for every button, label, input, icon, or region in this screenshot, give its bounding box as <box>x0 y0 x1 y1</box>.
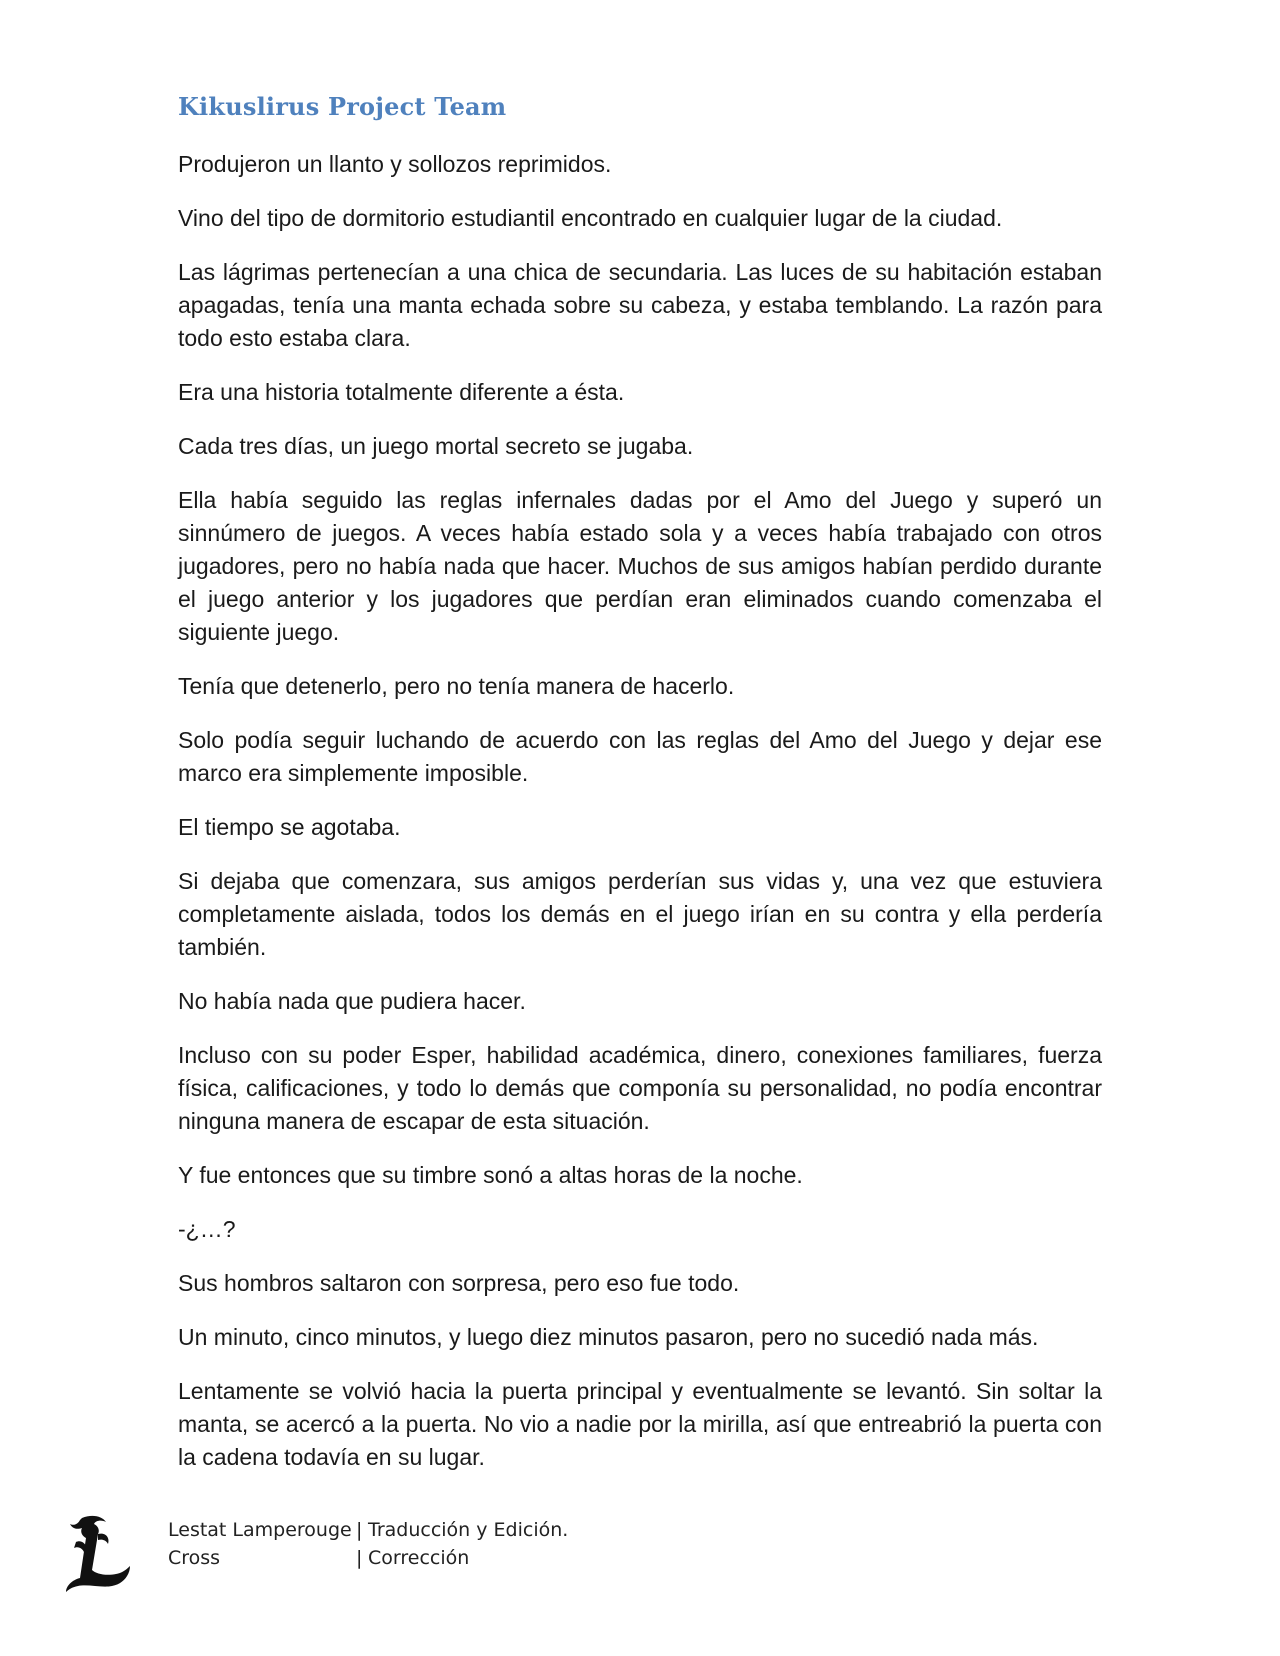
credit-separator: | <box>356 1519 363 1541</box>
body-text <box>178 148 1102 1495</box>
credit-row <box>168 1544 568 1572</box>
paragraph: Lentamente se volvió hacia la puerta principal y eventualmente se levantó. Sin soltar la manta, se acercó a la puerta. No vio a nadie por la mirilla, así que entreabrió la puerta con la cadena todavía en su lugar. <box>178 1378 1102 1470</box>
credit-name: Cross <box>168 1547 221 1569</box>
paragraph: El tiempo se agotaba. <box>178 814 401 840</box>
credit-row <box>168 1516 568 1544</box>
gothic-l-logo-icon <box>62 1512 134 1592</box>
page-footer <box>0 1510 1280 1600</box>
paragraph: Tenía que detenerlo, pero no tenía manera de hacerlo. <box>178 673 735 699</box>
paragraph: Ella había seguido las reglas infernales dadas por el Amo del Juego y superó un sinnúmero de juegos. A veces había estado sola y a veces había trabajado con otros jugadores, pero no había nada que hacer. Muchos de sus amigos habían perdido durante el juego anterior y los jugadores que perdían eran eliminados cuando comenzaba el siguiente juego. <box>178 487 1102 645</box>
paragraph: Vino del tipo de dormitorio estudiantil encontrado en cualquier lugar de la ciudad. <box>178 205 1003 231</box>
paragraph: Y fue entonces que su timbre sonó a altas horas de la noche. <box>178 1162 803 1188</box>
paragraph: Las lágrimas pertenecían a una chica de secundaria. Las luces de su habitación estaban apagadas, tenía una manta echada sobre su cabeza, y estaba temblando. La razón para todo esto estaba clara. <box>178 259 1102 351</box>
paragraph: Un minuto, cinco minutos, y luego diez minutos pasaron, pero no sucedió nada más. <box>178 1324 1039 1350</box>
paragraph: Solo podía seguir luchando de acuerdo con las reglas del Amo del Juego y dejar ese marco era simplemente imposible. <box>178 727 1102 786</box>
credit-separator: | <box>356 1547 363 1569</box>
paragraph: Incluso con su poder Esper, habilidad académica, dinero, conexiones familiares, fuerza física, calificaciones, y todo lo demás que componía su personalidad, no podía encontrar ninguna manera de escapar de esta situación. <box>178 1042 1102 1134</box>
paragraph: -¿…? <box>178 1216 236 1242</box>
credits <box>168 1516 568 1572</box>
credit-role: Traducción y Edición. <box>368 1519 569 1541</box>
credit-name: Lestat Lamperouge <box>168 1519 352 1541</box>
paragraph: Sus hombros saltaron con sorpresa, pero eso fue todo. <box>178 1270 740 1296</box>
paragraph: Cada tres días, un juego mortal secreto se jugaba. <box>178 433 694 459</box>
credit-role: Corrección <box>368 1547 470 1569</box>
paragraph: Era una historia totalmente diferente a ésta. <box>178 379 625 405</box>
paragraph: No había nada que pudiera hacer. <box>178 988 526 1014</box>
paragraph: Produjeron un llanto y sollozos reprimidos. <box>178 151 612 177</box>
paragraph: Si dejaba que comenzara, sus amigos perderían sus vidas y, una vez que estuviera completamente aislada, todos los demás en el juego irían en su contra y ella perdería también. <box>178 868 1102 960</box>
header-title: Kikuslirus Project Team <box>178 92 507 121</box>
